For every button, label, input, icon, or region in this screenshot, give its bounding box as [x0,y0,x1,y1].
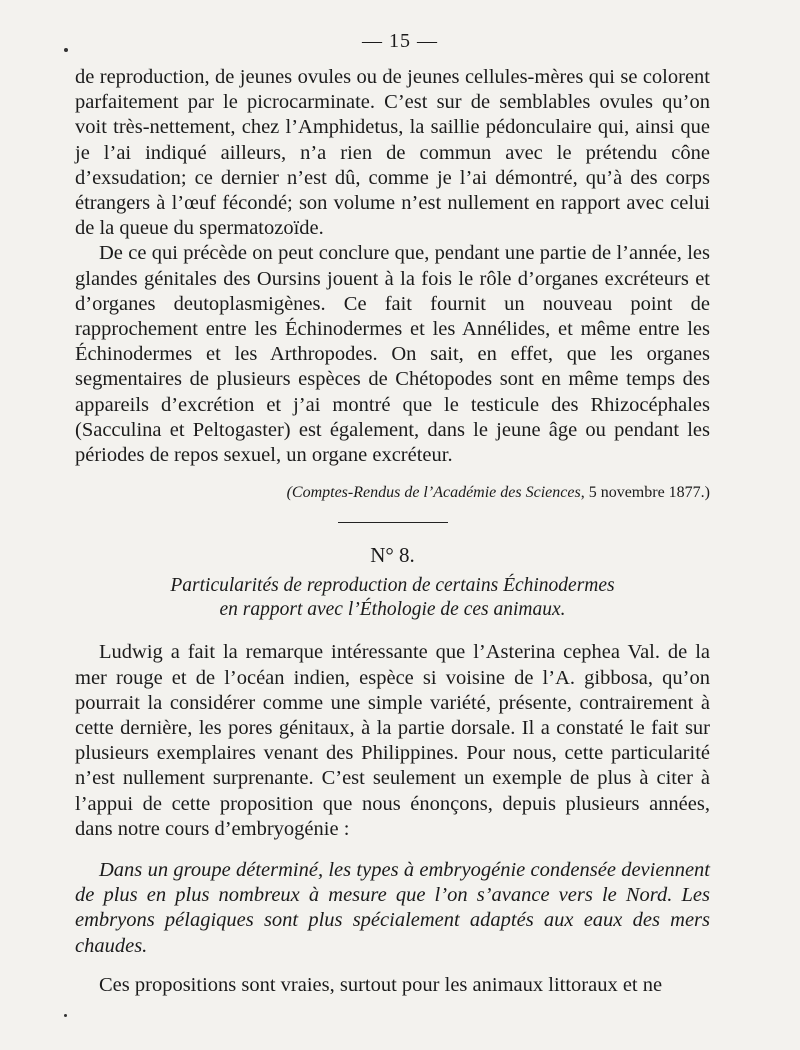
proposition-text: Dans un groupe déterminé, les types à embryogénie condensée deviennent de plus en plus nombreux à mesure que l’on s’avance vers le Nord. Les embryons pélagiques sont plus spécialement adaptés aux eaux des mers chaudes. [75,859,710,957]
paragraph-conclusion: De ce qui précède on peut conclure que, pendant une partie de l’année, les glandes génitales des Oursins jouent à la fois le rôle d’organes excréteurs et d’organes deutoplasmigènes. Ce fait fournit un nouveau point de rapprochement entre les Échinodermes et les Annélides, et même entre les Échinodermes et les Arthropodes. On sait, en effet, que les organes segmentaires de plusieurs espèces de Chétopodes sont en même temps des appareils d’excrétion et j’ai montré que le testicule des Rhizocéphales (Sacculina et Peltogaster) est également, dans le jeune âge ou pendant les périodes de repos sexuel, un organe excréteur. [75,242,710,467]
section-title-line-2: en rapport avec l’Éthologie de ces animaux. [219,599,566,621]
ink-speck [64,48,68,52]
page-body [75,65,710,998]
section-title-line-1: Particularités de reproduction de certains Échinodermes [170,575,615,597]
paragraph-ludwig: Ludwig a fait la remarque intéressante que l’Asterina cephea Val. de la mer rouge et de l’océan indien, espèce si voisine de l’A. gibbosa, qu’on pourrait la considérer comme une simple variété, présente, contrairement à cette dernière, les pores génitaux, à la partie dorsale. Il a constaté le fait sur plusieurs exemplaires venant des Philippines. Pour nous, cette particularité n’est nullement surprenante. C’est seulement un exemple de plus à citer à l’appui de cette proposition que nous énonçons, depuis plusieurs années, dans notre cours d’embryogénie : [75,641,710,840]
italic-proposition [75,858,710,959]
citation [75,482,710,504]
page-number: — 15 — [362,30,438,52]
paragraph-continuation: de reproduction, de jeunes ovules ou de jeunes cellules-mères qui se colorent parfaitement par le picrocarminate. C’est sur de semblables ovules qu’on voit très-nettement, chez l’Amphidetus, la saillie pédonculaire qui, ainsi que je l’ai indiqué ailleurs, n’a rien de commun avec le prétendu cône d’exsudation; ce dernier n’est dû, comme je l’ai démontré, qu’à des corps étrangers à l’œuf fécondé; son volume n’est nullement en rapport avec celui de la queue du spermatozoïde. [75,66,710,240]
ink-speck [64,1014,67,1017]
section-divider [338,522,448,523]
section-number: N° 8. [370,543,415,568]
citation-source: (Comptes-Rendus de l’Académie des Sciences [286,484,581,502]
citation-date: , 5 novembre 1877.) [580,484,710,502]
paragraph-final: Ces propositions sont vraies, surtout pour les animaux littoraux et ne [99,973,663,996]
section-title [75,574,710,622]
